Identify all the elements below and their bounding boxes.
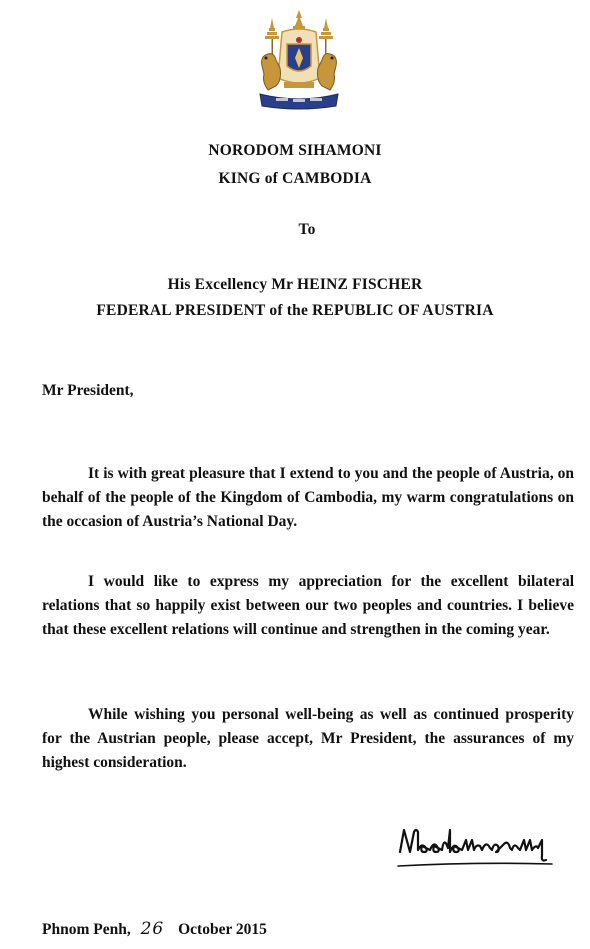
- royal-arms-emblem-icon: [254, 8, 344, 110]
- recipient-title: FEDERAL PRESIDENT of the REPUBLIC OF AUSTRIA: [96, 302, 494, 319]
- to-label: To: [298, 221, 316, 238]
- dateline-place: Phnom Penh,: [42, 921, 131, 938]
- body-paragraph-2: I would like to express my appreciation for the excellent bilateral relations that so happily exist between our two peoples and countries. I believe that these excellent relations will continue and strengthen in the coming year.: [42, 573, 574, 638]
- dateline-day: 26: [140, 919, 165, 939]
- recipient-name: His Excellency Mr HEINZ FISCHER: [167, 276, 423, 293]
- sender-name: NORODOM SIHAMONI: [208, 142, 382, 159]
- body-paragraph-3: While wishing you personal well-being as well as continued prosperity for the Austrian people, please accept, Mr President, the assurances of my highest consideration.: [42, 706, 574, 771]
- dateline-month-year: October 2015: [178, 921, 267, 938]
- signature-icon: [396, 822, 554, 872]
- body-paragraph-1: It is with great pleasure that I extend to you and the people of Austria, on behalf of the people of the Kingdom of Cambodia, my warm congratulations on the occasion of Austria’s National Day.: [42, 465, 574, 530]
- salutation: Mr President,: [42, 382, 134, 399]
- sender-title: KING of CAMBODIA: [218, 170, 372, 187]
- dateline: [42, 919, 267, 939]
